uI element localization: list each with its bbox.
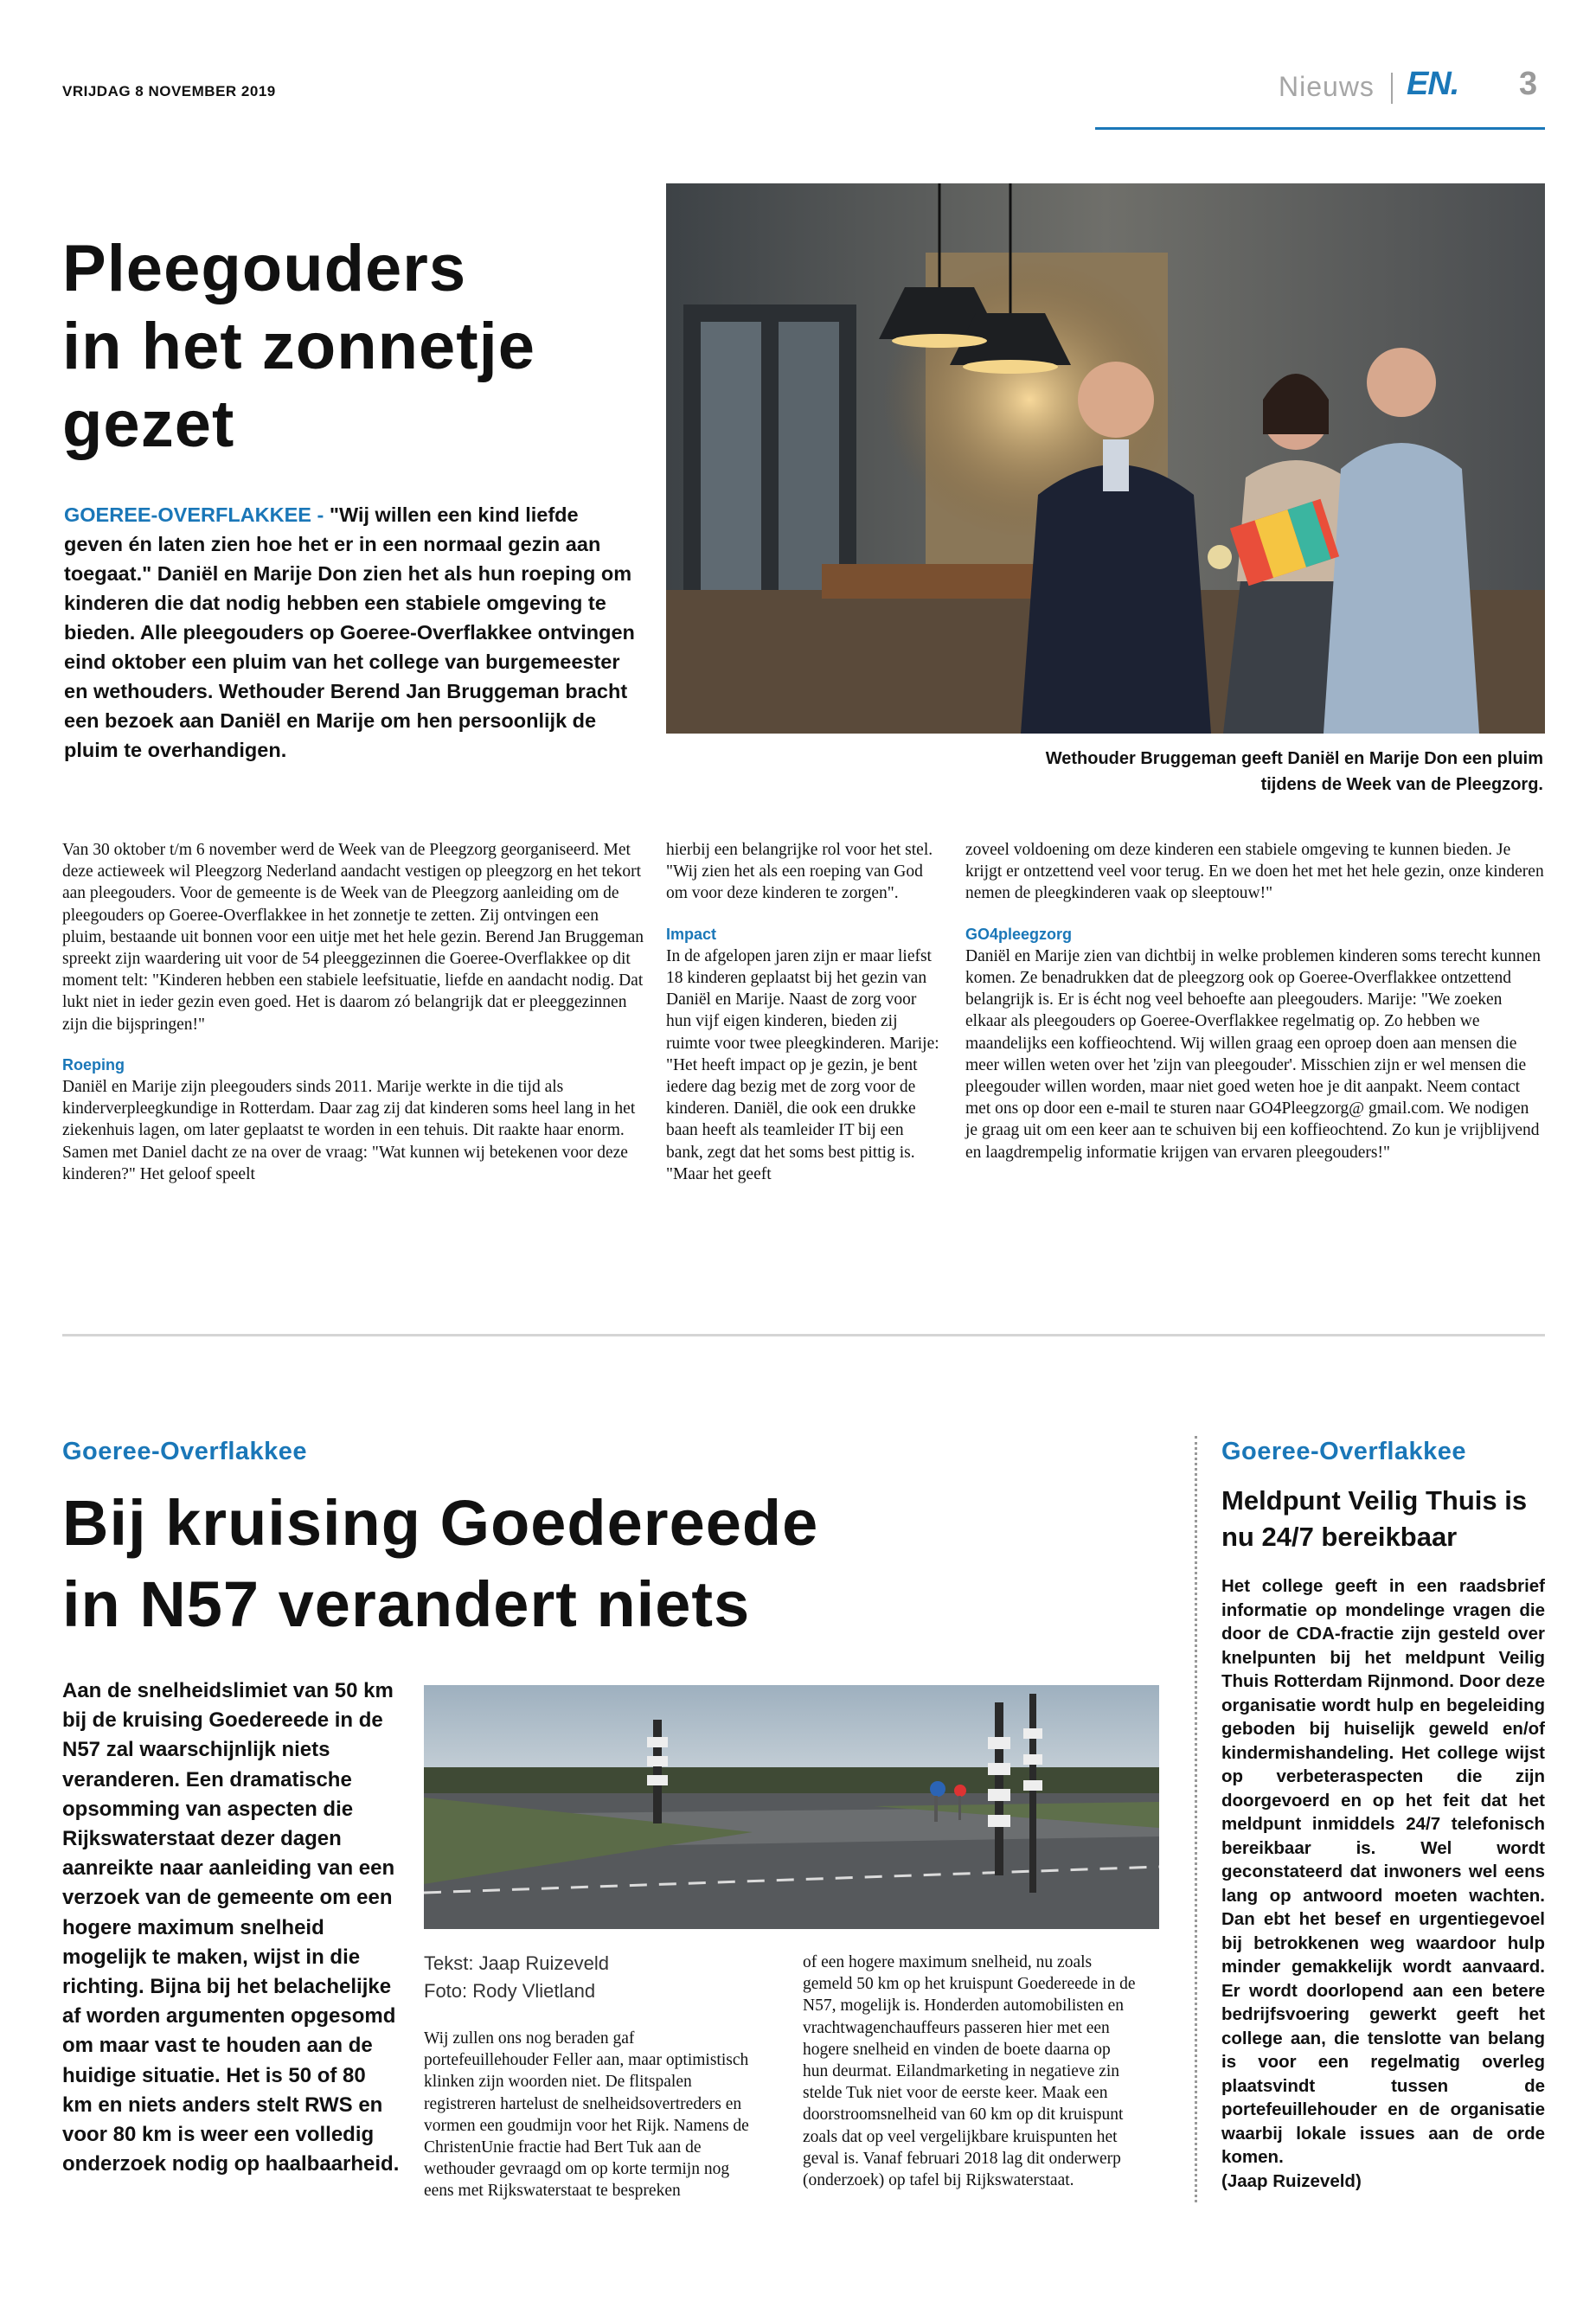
article-1-lead: [64, 500, 635, 765]
credit-text: Tekst: Jaap Ruizeveld: [424, 1952, 609, 1974]
page-number: 3: [1519, 66, 1538, 102]
header-separator: [1391, 73, 1393, 104]
newspaper-logo: EN.: [1407, 66, 1459, 102]
article-2-kicker: Goeree-Overflakkee: [62, 1438, 308, 1465]
header-rule: [1095, 127, 1545, 130]
headline-line: in N57 verandert niets: [62, 1568, 751, 1640]
article-1-column-1: [62, 839, 644, 1185]
article-1-column-2: [666, 839, 945, 1185]
body-paragraph: Van 30 oktober t/m 6 november werd de Week van de Pleegzorg georganiseerd. Met deze actieweek wil Pleegzorg Nederland aandacht vestigen op pleegzorg en het tekort aan pleegouders. Voor de gemeente is de Week van de Pleegzorg aanleiding om de pleegouders op Goeree-Overflakkee in het zonnetje te zetten. Zij ontvingen een pluim, bestaande uit bonnen voor een uitje met het hele gezin. Berend Jan Bruggeman spreekt zijn waardering uit voor de 54 pleeggezinnen die Goeree-Overflakkee op dit moment telt: "Kinderen hebben een stabiele leefsituatie, liefde en aandacht nodig. Dat lukt niet in ieder gezin even goed. Het is daarom zó belangrijk dat er pleeggezinnen zijn die bijspringen!": [62, 841, 644, 1034]
subheading-go4pleegzorg: GO4pleegzorg: [965, 925, 1073, 943]
headline-line: Bij kruising Goedereede: [62, 1487, 819, 1559]
article-2-lead: Aan de snelheidslimiet van 50 km bij de kruising Goedereede in de N57 zal waarschijnlijk niets veranderen. Een dramatische opsomming van aspecten die Rijkswaterstaat dezer dagen aanreikte naar aanleiding van een verzoek van de gemeente om een hogere maximum snelheid mogelijk te maken, wijst in die richting. Bijna bij het belachelijke af worden argumenten opgesomd om maar vast te houden aan de huidige situatie. Het is 50 of 80 km en niets anders stelt RWS en voor 80 km is weer een volledig onderzoek nodig op haalbaarheid.: [62, 1679, 400, 2176]
sidebar-body: [1221, 1574, 1545, 2193]
article-1-photo-caption: Wethouder Bruggeman geeft Daniël en Marije Don een pluim tijdens de Week van de Pleegzorg.: [1045, 749, 1543, 794]
article-2-column-1: [424, 2028, 753, 2202]
headline-line: in het zonnetje: [62, 310, 535, 383]
article-1-column-3: [965, 839, 1545, 1163]
body-paragraph: Daniël en Marije zien van dichtbij in welke problemen kinderen soms terecht kunnen komen. Ze benadrukken dat de pleegzorg ook op Goeree-Overflakkee ontzettend belangrijk is. Er is écht nog veel behoefte aan pleegouders. Marije: "We zoeken elkaar als pleegouders op Goeree-Overflakkee regelmatig op. Zo hebben we maandelijks een koffieochtend. Wij willen graag een oproep doen aan mensen die meer willen weten over het 'zijn van pleegouder'. Misschien zijn er wel mensen die pleegouder willen worden, maar niet goed weten hoe je dit aanpakt. Neem contact met ons op door een e-mail te sturen naar GO4Pleegzorg@ gmail.com. We nodigen je graag uit om een keer aan te schuiven bij een koffieochtend. Zo kun je vrijblijvend en laagdrempelig informatie krijgen van ervaren pleegouders!": [965, 946, 1541, 1162]
article-1-headline: [62, 230, 616, 464]
article-1-photo: [666, 183, 1545, 734]
headline-line: Pleegouders: [62, 232, 467, 305]
sidebar-divider: [1195, 1436, 1197, 2202]
sidebar-kicker: Goeree-Overflakkee: [1221, 1438, 1467, 1465]
issue-date: VRIJDAG 8 NOVEMBER 2019: [62, 83, 276, 99]
body-paragraph: In de afgelopen jaren zijn er maar liefst 18 kinderen geplaatst bij het gezin van Daniël en Marije. Naast de zorg voor hun vijf eigen kinderen, bieden zij ruimte voor twee pleegkinderen. Marije: "Het heeft impact op je gezin, je bent iedere dag bezig met de zorg voor de kinderen. Daniël, die ook een drukke baan heeft als teamleider IT bij een bank, zegt dat het soms best pittig is. "Maar het geeft: [666, 946, 939, 1183]
article-1-lead-text: "Wij willen een kind liefde geven én laten zien hoe het er in een normaal gezin aan toegaat." Daniël en Marije Don zien het als hun roeping om kinderen die dat nodig hebben een stabiele omgeving te bieden. Alle pleegouders op Goeree-Overflakkee ontvingen eind oktober een pluim van het college van burgemeester en wethouders. Wethouder Berend Jan Bruggeman bracht een bezoek aan Daniël en Marije om hen persoonlijk de pluim te overhandigen.: [64, 503, 635, 761]
article-2-credits: [424, 1950, 770, 2005]
article-2-photo: [424, 1685, 1159, 1929]
section-label: Nieuws: [1279, 71, 1375, 102]
section-divider: [62, 1334, 1545, 1336]
sidebar-headline: Meldpunt Veilig Thuis is nu 24/7 bereikbaar: [1221, 1485, 1528, 1552]
article-1-dateline: GOEREE-OVERFLAKKEE -: [64, 503, 324, 526]
credit-photo: Foto: Rody Vlietland: [424, 1980, 596, 2002]
body-paragraph: Wij zullen ons nog beraden gaf portefeuillehouder Feller aan, maar optimistisch klinken zijn woorden niet. De flitspalen registreren hartelust de snelheidsovertreders en vormen een goudmijn voor het Rijk. Namens de ChristenUnie fractie had Bert Tuk aan de wethouder gevraagd om op korte termijn nog eens met Rijkswaterstaat te bespreken: [424, 2029, 749, 2201]
body-paragraph: hierbij een belangrijke rol voor het stel. "Wij zien het als een roeping van God om voor deze kinderen te zorgen".: [666, 841, 933, 903]
sidebar-text: Het college geeft in een raadsbrief informatie op mondelinge vragen die door de CDA-fractie zijn gesteld over knelpunten bij het meldpunt Veilig Thuis Rotterdam Rijnmond. Door deze organisatie wordt hulp en begeleiding geboden bij huiselijk geweld en/of kindermishandeling. Het college wijst op verbeteraspecten die zijn doorgevoerd en op het feit dat het meldpunt inmiddels 24/7 telefonisch bereikbaar is. Wel wordt geconstateerd dat inwoners wel eens lang op antwoord moeten wachten. Dan ebt het besef en urgentiegevoel bij betrokkenen weg waardoor hulp minder gemakkelijk wordt aanvaard. Er wordt doorlopend aan een betere bedrijfsvoering gewerkt geeft het college aan, die tenslotte van belang is voor een regelmatig overleg plaatsvindt tussen de portefeuillehouder en de organisatie waarbij lokale issues aan de orde komen.: [1221, 1576, 1545, 2167]
article-2-column-2: [803, 1952, 1137, 2191]
headline-line: gezet: [62, 388, 235, 461]
sidebar-byline: (Jaap Ruizeveld): [1221, 2170, 1362, 2191]
subheading-impact: Impact: [666, 925, 717, 943]
subheading-roeping: Roeping: [62, 1055, 125, 1074]
body-paragraph: Daniël en Marije zijn pleegouders sinds 2011. Marije werkte in die tijd als kinderverpleegkundige in Rotterdam. Daar zag zij dat kinderen soms heel lang in het ziekenhuis lagen, om later geplaatst te worden in een tehuis. Dit raakte haar enorm. Samen met Daniel dacht ze na over de vraag: "Wat kunnen wij betekenen voor deze kinderen?" Het geloof speelt: [62, 1078, 636, 1183]
body-paragraph: of een hogere maximum snelheid, nu zoals gemeld 50 km op het kruispunt Goedereede in de N57, mogelijk is. Honderden automobilisten en vrachtwagenchauffeurs passeren hier met een hogere snelheid en vinden de boete daarna op hun deurmat. Eilandmarketing in negatieve zin stelde Tuk niet voor de eerste keer. Maak een doorstroomsnelheid van 60 km op dit kruispunt zoals dat op veel vergelijkbare kruispunten het geval is. Vanaf februari 2018 lag dit onderwerp (onderzoek) op tafel bij Rijkswaterstaat.: [803, 1953, 1136, 2190]
body-paragraph: zoveel voldoening om deze kinderen een stabiele omgeving te kunnen bieden. Je krijgt er ontzettend veel voor terug. En we doen het met het hele gezin, onze kinderen nemen de pleegkinderen vaak op sleeptouw!": [965, 841, 1544, 903]
article-2-headline: [62, 1483, 1144, 1645]
